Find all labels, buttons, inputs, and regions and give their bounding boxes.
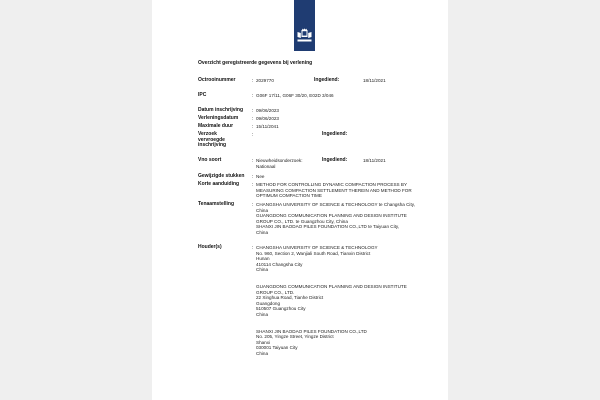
logo-band [294,0,315,51]
ingediend-value: 18/11/2021 [363,78,386,83]
datum-inschrijving-value: 09/06/2023 [256,108,279,113]
korte-aanduiding-value: METHOD FOR CONTROLLING DYNAMIC COMPACTION PROCESS BY MEASURING COMPACTION SETTLEMENT THEREIN AND METHOD FOR OPTIMUM COMPACTION TIME [256,182,412,199]
ingediend-value: 18/11/2021 [363,158,386,163]
octrooinummer-label: Octrooinummer [198,77,236,83]
octrooinummer-value: 2029770 [256,78,274,83]
ingediend-label: Ingediend: [314,77,340,83]
colon: : [252,124,254,130]
gewijzigde-stukken-label: Gewijzigde stukken [198,173,245,179]
gewijzigde-stukken-value: Nee [256,174,265,179]
colon: : [252,108,254,114]
ingediend-label: Ingediend: [322,131,348,137]
colon: : [252,182,254,188]
colon: : [252,245,254,251]
datum-inschrijving-label: Datum inschrijving [198,107,244,113]
colon: : [252,174,254,180]
houders-value: CHANGSHA UNIVERSITY OF SCIENCE & TECHNOLOGY No. 960, Section 2, Wanjiali South Road, Tianxin District Hunan 410114 Changsha City China GUANGDONG COMMUNICATION PLANNING AND DESIGN INSTITUTE GROUP CO., LTD. 22 Xinghua Road, Tianhe District Guangdong 510507 Guangzhou City China SHANXI JIN BAODAO PILES FOUNDATION CO.,LTD No. 205, Yingze Street, Yingze District Shanxi 030001 Taiyuan City China [256,245,407,356]
holder-name: CHANGSHA UNIVERSITY OF SCIENCE & TECHNOLOGY [256,245,378,250]
document-page [152,0,448,400]
page-heading: Overzicht geregistreerde gegevens bij verlening [198,60,313,66]
coat-of-arms-icon [297,28,312,44]
colon: : [252,93,254,99]
colon: : [252,78,254,84]
verzoek-label: Verzoek vervroegde inschrijving [198,131,227,149]
colon: : [252,202,254,208]
houders-label: Houder(s) [198,244,222,250]
colon: : [252,132,254,138]
verleningsdatum-value: 09/06/2023 [256,116,279,121]
verleningsdatum-label: Verleningsdatum [198,115,239,121]
vno-soort-label: Vno soort [198,157,222,163]
tenaamstelling-value: CHANGSHA UNIVERSITY OF SCIENCE & TECHNOLOGY te Changsha City, China GUANGDONG COMMUNICATION PLANNING AND DESIGN INSTITUTE GROUP CO., LTD. te Guangzhou City, China SHANXI JIN BAODAO PILES FOUNDATION CO.,LTD te Taiyuan City, China [256,202,415,235]
colon: : [252,116,254,122]
holder-name: GUANGDONG COMMUNICATION PLANNING AND DESIGN INSTITUTE [256,283,407,289]
korte-aanduiding-label: Korte aanduiding [198,181,240,187]
colon: : [252,158,254,164]
maximale-duur-value: 15/11/2041 [256,124,279,129]
tenaamstelling-label: Tenaamstelling [198,201,235,207]
holder-name: SHANXI JIN BAODAO PILES FOUNDATION CO.,LTD [256,328,367,334]
maximale-duur-label: Maximale duur [198,123,234,129]
ipc-label: IPC [198,92,207,98]
vno-soort-value: Nieuwheidsonderzoek: Nationaal [256,158,303,169]
ipc-value: G06F 17/11, G06F 30/20, E02D 3/046 [256,93,334,98]
ingediend-label: Ingediend: [322,157,348,163]
